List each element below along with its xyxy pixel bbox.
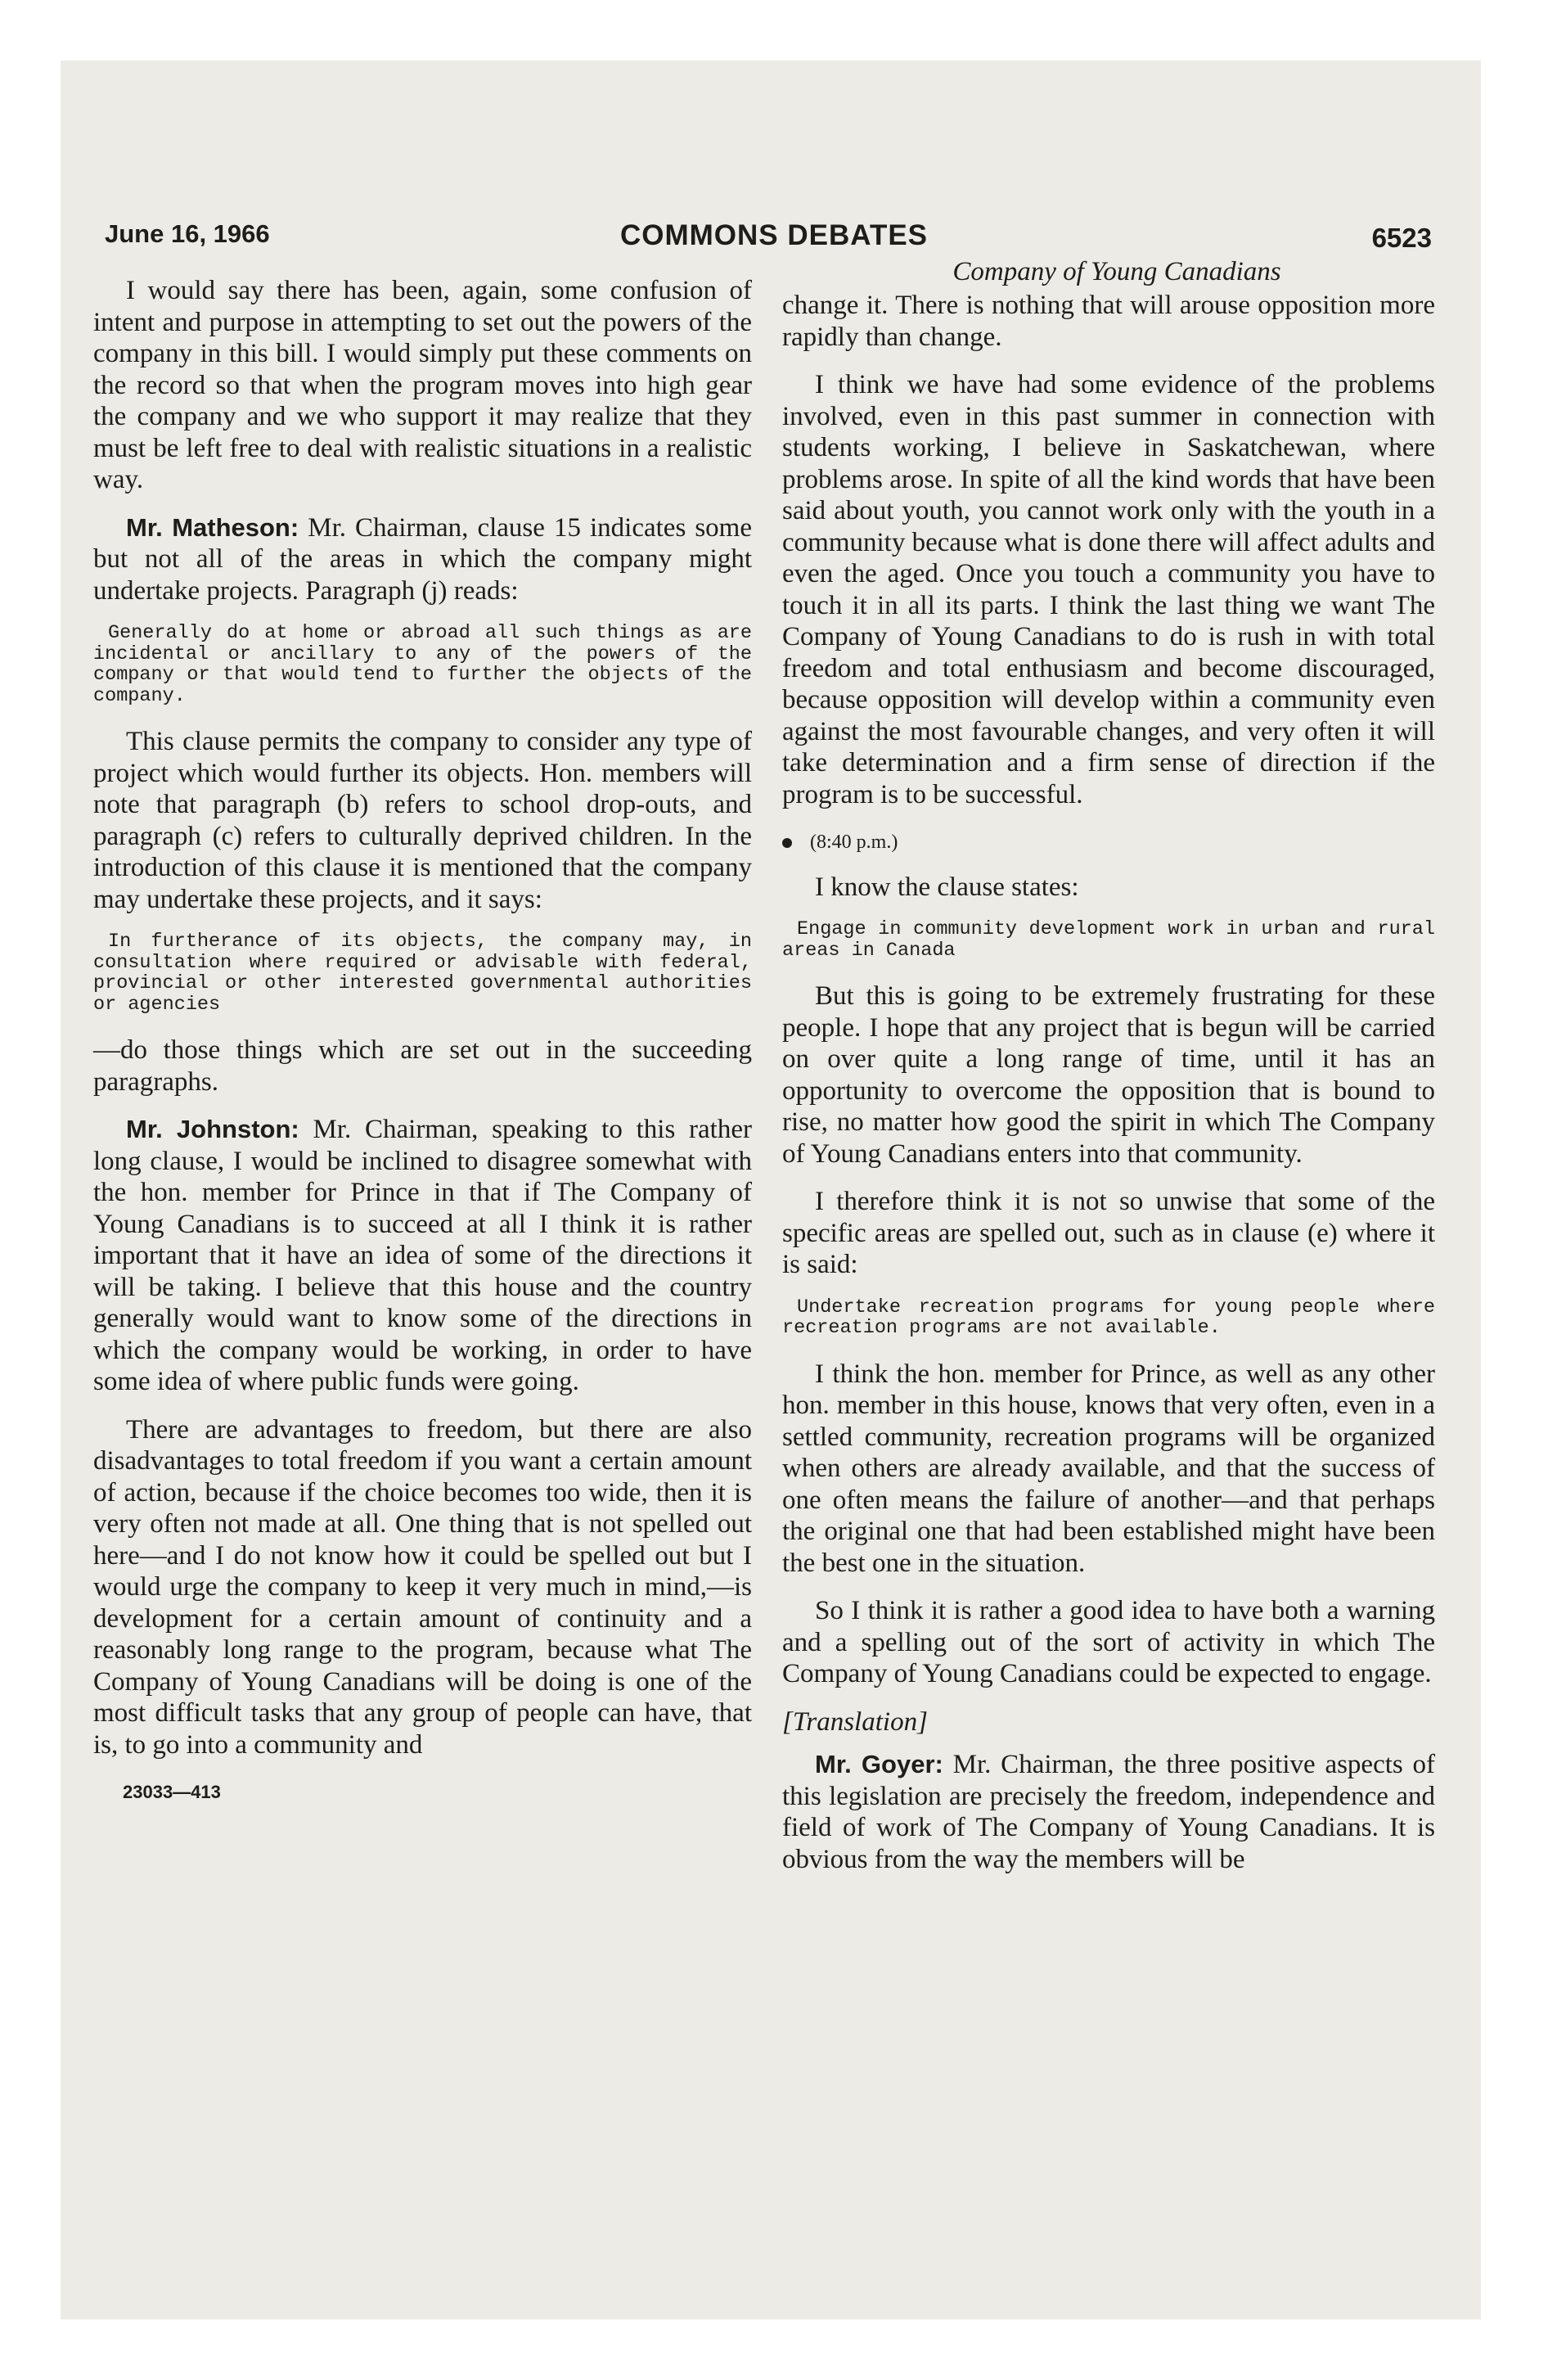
speech-matheson xyxy=(93,512,752,607)
paragraph: There are advantages to freedom, but there are also disadvantages to total freedom if you want a certain amount of action, because if the choice becomes too wide, then it is very often not made at all. One thing that is not spelled out here—and I do not know how it could be spelled out but I would urge the company to keep it very much in mind,—is development for a certain amount of continuity and a reasonably long range to the program, because what The Company of Young Canadians will be doing is one of the most difficult tasks that any group of people can have, that is, to go into a community and xyxy=(93,1414,752,1760)
quoted-clause: Undertake recreation programs for young people where recreation programs are not available. xyxy=(782,1296,1435,1339)
quoted-clause: In furtherance of its objects, the company may, in consultation where required or advisable with federal, provincial or other interested governmental authorities or agencies xyxy=(93,931,752,1016)
footer-code: 23033—413 xyxy=(123,1782,221,1802)
time-stamp-text: (8:40 p.m.) xyxy=(810,832,898,853)
header-title: COMMONS DEBATES xyxy=(620,219,929,251)
paragraph: I think we have had some evidence of the problems involved, even in this past summer in connection with students working, I believe in Saskatchewan, where problems arose. In spite of all the kind words that have been said about youth, you cannot work only with the youth in a community because what is done there will affect adults and even the aged. Once you touch a community you have to touch it in all its parts. I think the last thing we want The Company of Young Canadians to do is rush in with total freedom and total enthusiasm and become discouraged, because opposition will develop within a community even against the most favourable changes, and very often it will take determination and a firm sense of direction if the program is to be successful. xyxy=(782,370,1435,809)
translation-marker: [Translation] xyxy=(782,1706,928,1737)
speaker-name: Mr. Goyer: xyxy=(815,1750,943,1778)
paragraph: I would say there has been, again, some confusion of intent and purpose in attempting to set out the powers of the company in this bill. I would simply put these comments on the record so that when the program moves into high gear the company and we who support it may realize that they must be left free to deal with realistic situations in a realistic way. xyxy=(93,276,752,494)
speaker-name: Mr. Johnston: xyxy=(126,1115,299,1143)
quoted-clause: Generally do at home or abroad all such things as are incidental or ancillary to any of the powers of the company or that would tend to further the objects of the company. xyxy=(93,622,752,707)
speech-goyer xyxy=(782,1749,1435,1875)
speech-johnston xyxy=(93,1114,752,1398)
speaker-name: Mr. Matheson: xyxy=(126,512,299,542)
quoted-clause: Engage in community development work in urban and rural areas in Canada xyxy=(782,918,1435,962)
speech-text: Mr. Chairman, the three positive aspects of this legislation are precisely the freedom, independence and field of work of The Company of Young Canadians. It is obvious from the way the members will be xyxy=(782,1750,1436,1874)
paragraph: But this is going to be extremely frustrating for these people. I hope that any project that is begun will be carried on over quite a long range of time, until it has an opportunity to overcome the opposition that is bound to rise, no matter how good the spirit in which The Company of Young Canadians enters into that community. xyxy=(782,981,1435,1169)
bullet-icon xyxy=(782,838,792,848)
running-head: Company of Young Canadians xyxy=(952,257,1281,286)
header-date: June 16, 1966 xyxy=(105,219,270,248)
left-column xyxy=(93,275,752,1825)
speech-text: Mr. Chairman, speaking to this rather long clause, I would be inclined to disagree somewhat with the hon. member for Prince in that if The Company of Young Canadians is to succeed at all I think it is rather important that it have an idea of some of the directions it will be taking. I believe that this house and the country generally would want to know some of the directions in which the company would be working, in order to have some idea of where public funds were going. xyxy=(93,1115,752,1396)
header-page-number: 6523 xyxy=(1371,223,1432,253)
paragraph: change it. There is nothing that will arouse opposition more rapidly than change. xyxy=(782,291,1435,352)
paragraph: —do those things which are set out in the succeeding paragraphs. xyxy=(93,1035,752,1097)
paragraph: I know the clause states: xyxy=(815,872,1079,902)
paragraph: I think the hon. member for Prince, as well as any other hon. member in this house, knows that very often, even in a settled community, recreation programs will be organized when others are already available, and that the success of one often means the failure of another—and that perhaps the original one that had been established might have been the best one in the situation. xyxy=(782,1359,1435,1578)
right-column xyxy=(782,255,1435,1891)
time-stamp xyxy=(782,827,1435,859)
paragraph: This clause permits the company to consider any type of project which would further its objects. Hon. members will note that paragraph (b) refers to school drop-outs, and paragraph (c) refers to culturally deprived children. In the introduction of this clause it is mentioned that the company may undertake these projects, and it says: xyxy=(93,727,752,914)
paragraph: I therefore think it is not so unwise that some of the specific areas are spelled out, such as in clause (e) where it is said: xyxy=(782,1187,1435,1279)
page-header xyxy=(105,219,1432,255)
speech-text: Mr. Chairman, clause 15 indicates some but not all of the areas in which the company might undertake projects. Paragraph (j) reads: xyxy=(93,512,752,606)
paragraph: So I think it is rather a good idea to have both a warning and a spelling out of the sort of activity in which The Company of Young Canadians could be expected to engage. xyxy=(782,1596,1435,1688)
